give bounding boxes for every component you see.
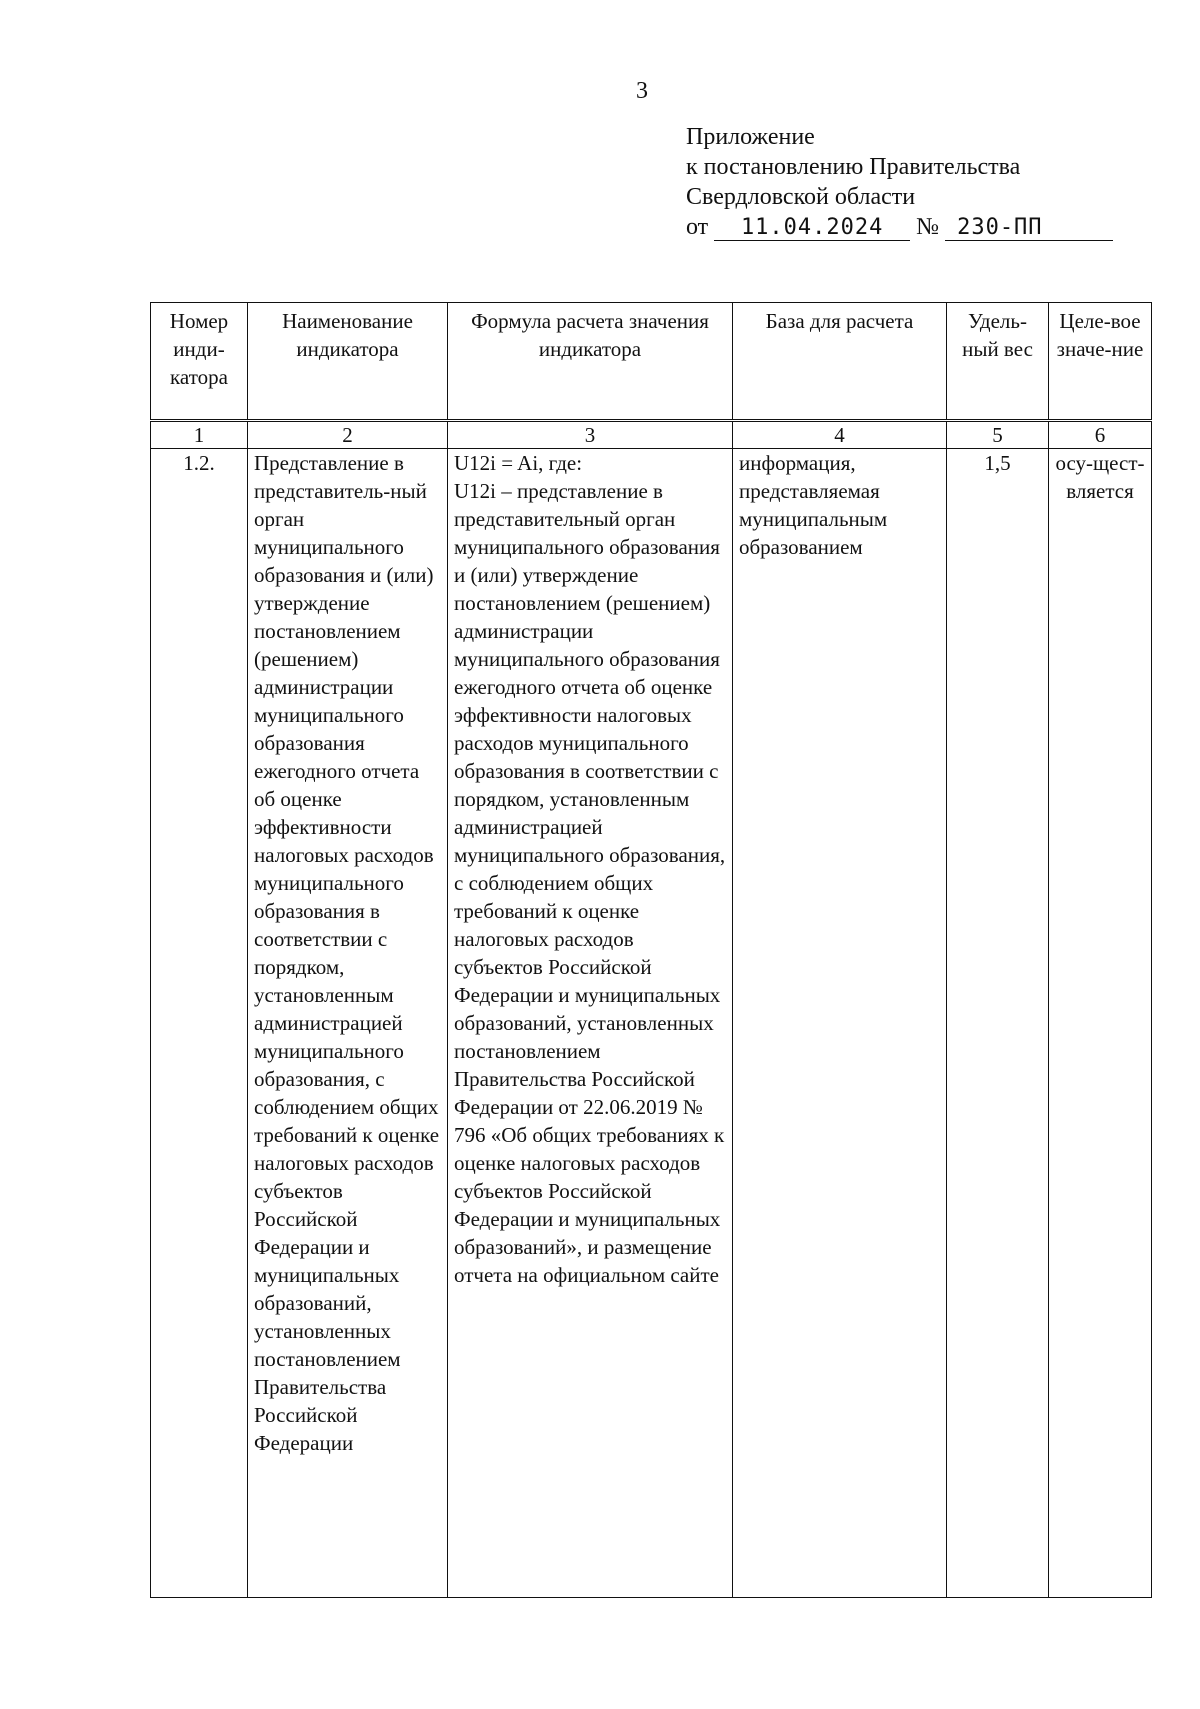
table-header-row: [151, 303, 1152, 421]
formula-description: U12i – представление в представительный орган муниципального образования и (или) утверждение постановлением (решением) администрации муниципального образования ежегодного отчета об оценке эффективности налоговых расходов муниципального образования в соответствии с порядком, установленным администрацией муниципального образования, с соблюдением общих требований к оценке налоговых расходов субъектов Российской Федерации и муниципальных образований, установленных постановлением Правительства Российской Федерации от 22.06.2019 № 796 «Об общих требованиях к оценке налоговых расходов субъектов Российской Федерации и муниципальных образований», и размещение отчета на официальном сайте: [454, 479, 726, 1287]
indicator-name: Представление в представитель-ный орган муниципального образования и (или) утверждение постановлением (решением) администрации муниципального образования ежегодного отчета об оценке эффективности налоговых расходов муниципального образования в соответствии с порядком, установленным администрацией муниципального образования, с соблюдением общих требований к оценке налоговых расходов субъектов Российской Федерации и муниципальных образований, установленных постановлением Правительства Российской Федерации: [248, 449, 448, 1598]
indicator-number: 1.2.: [151, 449, 248, 1598]
header-formula: Формула расчета значения индикатора: [448, 303, 733, 421]
header-target: Целе-вое значе-ние: [1049, 303, 1152, 421]
formula-expression: U12i = Ai, где:: [454, 451, 583, 475]
header-number: Номер инди-катора: [151, 303, 248, 421]
header-base: База для расчета: [733, 303, 947, 421]
decree-number: 230-ПП: [945, 216, 1113, 241]
decree-date: 11.04.2024: [714, 216, 910, 241]
header-name: Наименование индикатора: [248, 303, 448, 421]
number-sign: №: [916, 214, 940, 240]
column-number: 6: [1049, 421, 1152, 449]
table-row: [151, 449, 1152, 1598]
appendix-line-region: Свердловской области: [686, 184, 916, 210]
indicator-formula-cell: [448, 449, 733, 1598]
page-number: 3: [636, 78, 648, 104]
column-number: 2: [248, 421, 448, 449]
header-weight: Удель-ный вес: [947, 303, 1049, 421]
target-value: осу-щест-вляется: [1049, 449, 1152, 1598]
indicator-weight: 1,5: [947, 449, 1049, 1598]
column-number: 3: [448, 421, 733, 449]
calculation-base: информация, представляемая муниципальным образованием: [733, 449, 947, 1598]
appendix-line-decree: к постановлению Правительства: [686, 154, 1021, 180]
column-number-row: [151, 421, 1152, 449]
appendix-title: Приложение: [686, 124, 815, 150]
date-prefix: от: [686, 214, 709, 240]
appendix-dateline: [686, 212, 1113, 242]
column-number: 5: [947, 421, 1049, 449]
column-number: 4: [733, 421, 947, 449]
indicator-table: [150, 302, 1152, 1598]
column-number: 1: [151, 421, 248, 449]
appendix-header: [686, 122, 1113, 242]
